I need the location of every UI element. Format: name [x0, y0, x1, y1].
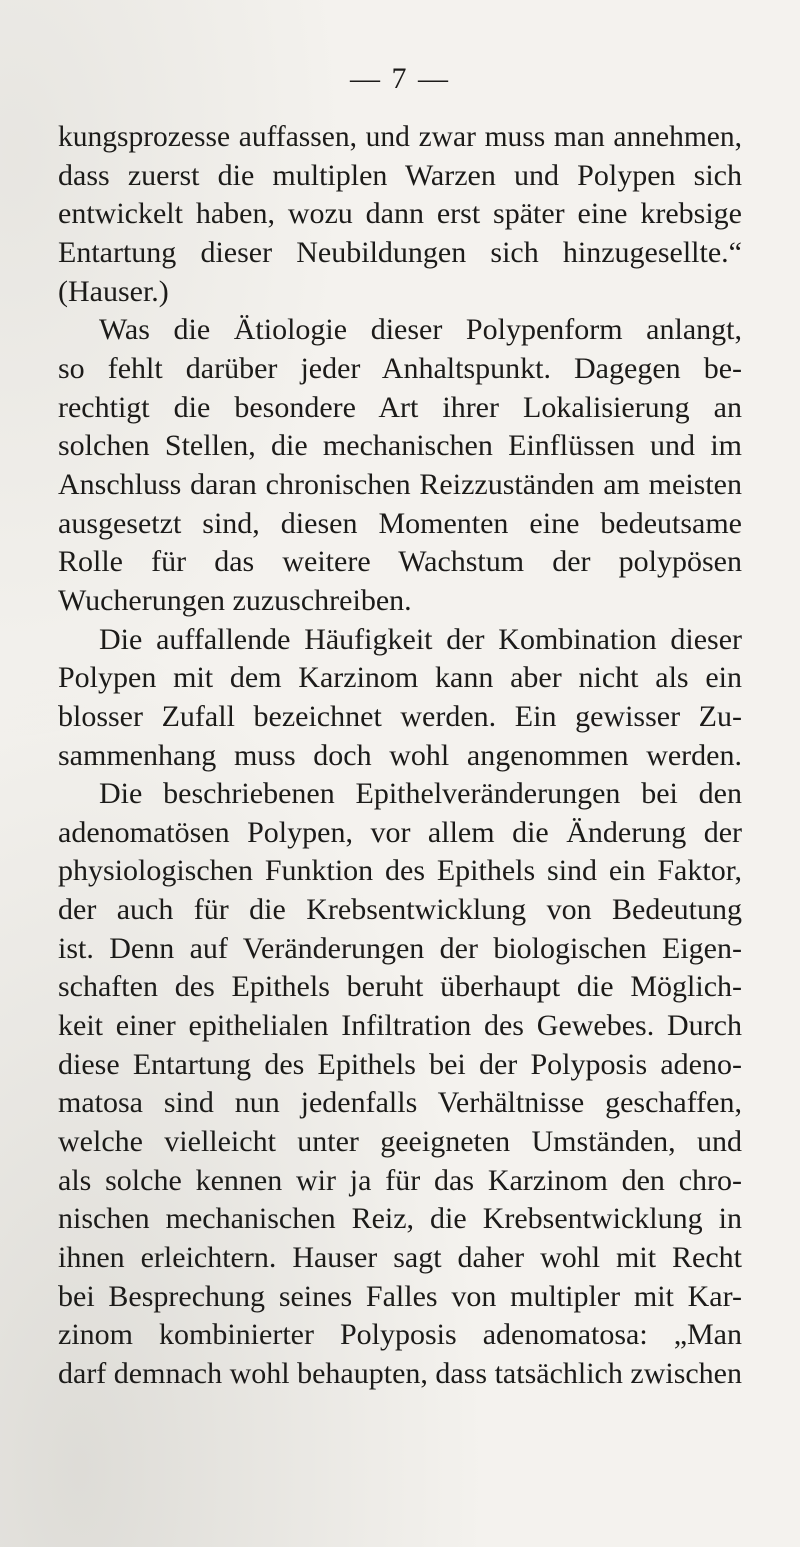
text-line: sammenhang muss doch wohl angenommen werden. — [58, 738, 742, 772]
text-line: adenomatösen Polypen, vor allem die Änderung der — [58, 815, 742, 849]
text-line: blosser Zufall bezeichnet werden. Ein gewisser Zu- — [58, 699, 742, 733]
text-line: ausgesetzt sind, diesen Momenten eine bedeutsame — [58, 506, 742, 540]
text-line: Polypen mit dem Karzinom kann aber nicht als ein — [58, 661, 742, 695]
text-line: kungsprozesse auffassen, und zwar muss man annehmen, — [58, 121, 742, 153]
text-line: entwickelt haben, wozu dann erst später eine krebsige — [58, 197, 742, 231]
text-line: (Hauser.) — [58, 274, 169, 308]
text-line: diese Entartung des Epithels bei der Polyposis adeno- — [58, 1047, 742, 1081]
text-line: ist. Denn auf Veränderungen der biologischen Eigen- — [58, 931, 742, 965]
text-line: schaften des Epithels beruht überhaupt die Möglich- — [58, 970, 742, 1004]
body-text — [58, 118, 742, 1394]
text-line: rechtigt die besondere Art ihrer Lokalisierung an — [58, 390, 742, 424]
text-line: physiologischen Funktion des Epithels sind ein Faktor, — [58, 854, 742, 888]
text-line: nischen mechanischen Reiz, die Krebsentwicklung in — [58, 1202, 742, 1236]
text-line: darf demnach wohl behaupten, dass tatsächlich zwischen — [58, 1357, 742, 1390]
page-number: — 7 — — [350, 62, 450, 95]
text-line: der auch für die Krebsentwicklung von Bedeutung — [58, 893, 742, 927]
text-line: bei Besprechung seines Falles von multipler mit Kar- — [58, 1279, 742, 1313]
text-line: ihnen erleichtern. Hauser sagt daher wohl mit Recht — [58, 1241, 742, 1275]
text-line: Was die Ätiologie dieser Polypenform anlangt, — [99, 313, 742, 347]
text-line: Wucherungen zuzuschreiben. — [58, 583, 412, 617]
text-line: als solche kennen wir ja für das Karzinom den chro- — [58, 1163, 742, 1197]
text-line: Die beschriebenen Epithelveränderungen bei den — [99, 777, 742, 811]
text-line: so fehlt darüber jeder Anhaltspunkt. Dagegen be- — [58, 351, 742, 385]
text-line: Die auffallende Häufigkeit der Kombination dieser — [99, 622, 742, 656]
text-line: zinom kombinierter Polyposis adenomatosa: „Man — [58, 1318, 742, 1352]
text-line: Rolle für das weitere Wachstum der polypösen — [58, 545, 742, 579]
text-line: matosa sind nun jedenfalls Verhältnisse geschaffen, — [58, 1086, 742, 1120]
text-line: welche vielleicht unter geeigneten Umständen, und — [58, 1125, 742, 1159]
text-line: Anschluss daran chronischen Reizzuständen am meisten — [58, 467, 742, 501]
text-line: solchen Stellen, die mechanischen Einflüssen und im — [58, 429, 742, 463]
text-line: Entartung dieser Neubildungen sich hinzugesellte.“ — [58, 235, 742, 269]
text-line: dass zuerst die multiplen Warzen und Polypen sich — [58, 158, 742, 192]
text-line: keit einer epithelialen Infiltration des Gewebes. Durch — [58, 1009, 742, 1043]
